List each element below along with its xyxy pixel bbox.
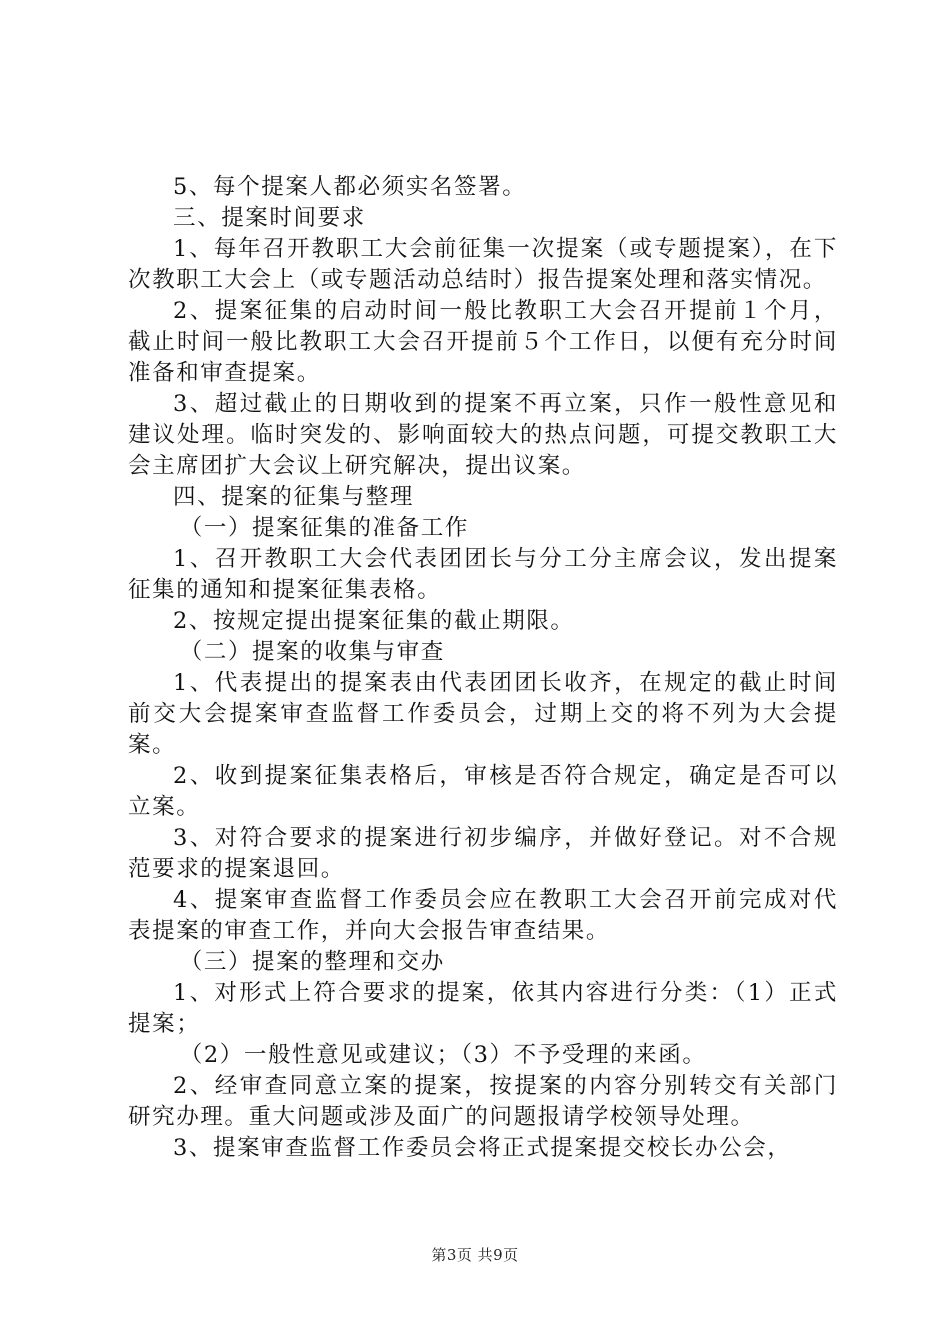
paragraph: （2）一般性意见或建议；（3）不予受理的来函。 (179, 1042, 707, 1068)
paragraph: 1、代表提出的提案表由代表团团长收齐，在规定的截止时间前交大会提案审查监督工作委员会，过期上交的将不列为大会提案。 (128, 670, 838, 758)
paragraph: 2、按规定提出提案征集的截止期限。 (173, 608, 575, 634)
paragraph: 4、提案审查监督工作委员会应在教职工大会召开前完成对代表提案的审查工作，并向大会报告审查结果。 (128, 887, 838, 944)
paragraph: 5、每个提案人都必须实名签署。 (173, 174, 527, 200)
paragraph: 3、对符合要求的提案进行初步编序，并做好登记。对不合规范要求的提案退回。 (128, 825, 838, 882)
paragraph: 2、经审查同意立案的提案，按提案的内容分别转交有关部门研究办理。重大问题或涉及面广的问题报请学校领导处理。 (128, 1073, 838, 1130)
paragraph: 2、提案征集的启动时间一般比教职工大会召开提前１个月，截止时间一般比教职工大会召开提前５个工作日，以便有充分时间准备和审查提案。 (128, 298, 838, 386)
page-number: 第3页 共9页 (431, 1246, 519, 1264)
subsection-heading: （三）提案的整理和交办 (179, 949, 445, 975)
paragraph: 2、收到提案征集表格后，审核是否符合规定，确定是否可以立案。 (128, 763, 838, 820)
paragraph: 1、召开教职工大会代表团团长与分工分主席会议，发出提案征集的通知和提案征集表格。 (128, 546, 838, 603)
subsection-heading: （一）提案征集的准备工作 (179, 515, 469, 541)
paragraph: 1、对形式上符合要求的提案，依其内容进行分类：（1）正式提案； (128, 980, 838, 1037)
paragraph: 1、每年召开教职工大会前征集一次提案（或专题提案），在下次教职工大会上（或专题活动总结时）报告提案处理和落实情况。 (128, 236, 838, 293)
page-footer (0, 1244, 950, 1265)
subsection-heading: （二）提案的收集与审查 (179, 639, 445, 665)
paragraph: 3、提案审查监督工作委员会将正式提案提交校长办公会， (173, 1135, 792, 1161)
paragraph: 3、超过截止的日期收到的提案不再立案，只作一般性意见和建议处理。临时突发的、影响面较大的热点问题，可提交教职工大会主席团扩大会议上研究解决，提出议案。 (128, 391, 838, 479)
section-heading: 四、提案的征集与整理 (173, 484, 415, 510)
section-heading: 三、提案时间要求 (173, 205, 366, 231)
document-body (128, 172, 838, 1164)
